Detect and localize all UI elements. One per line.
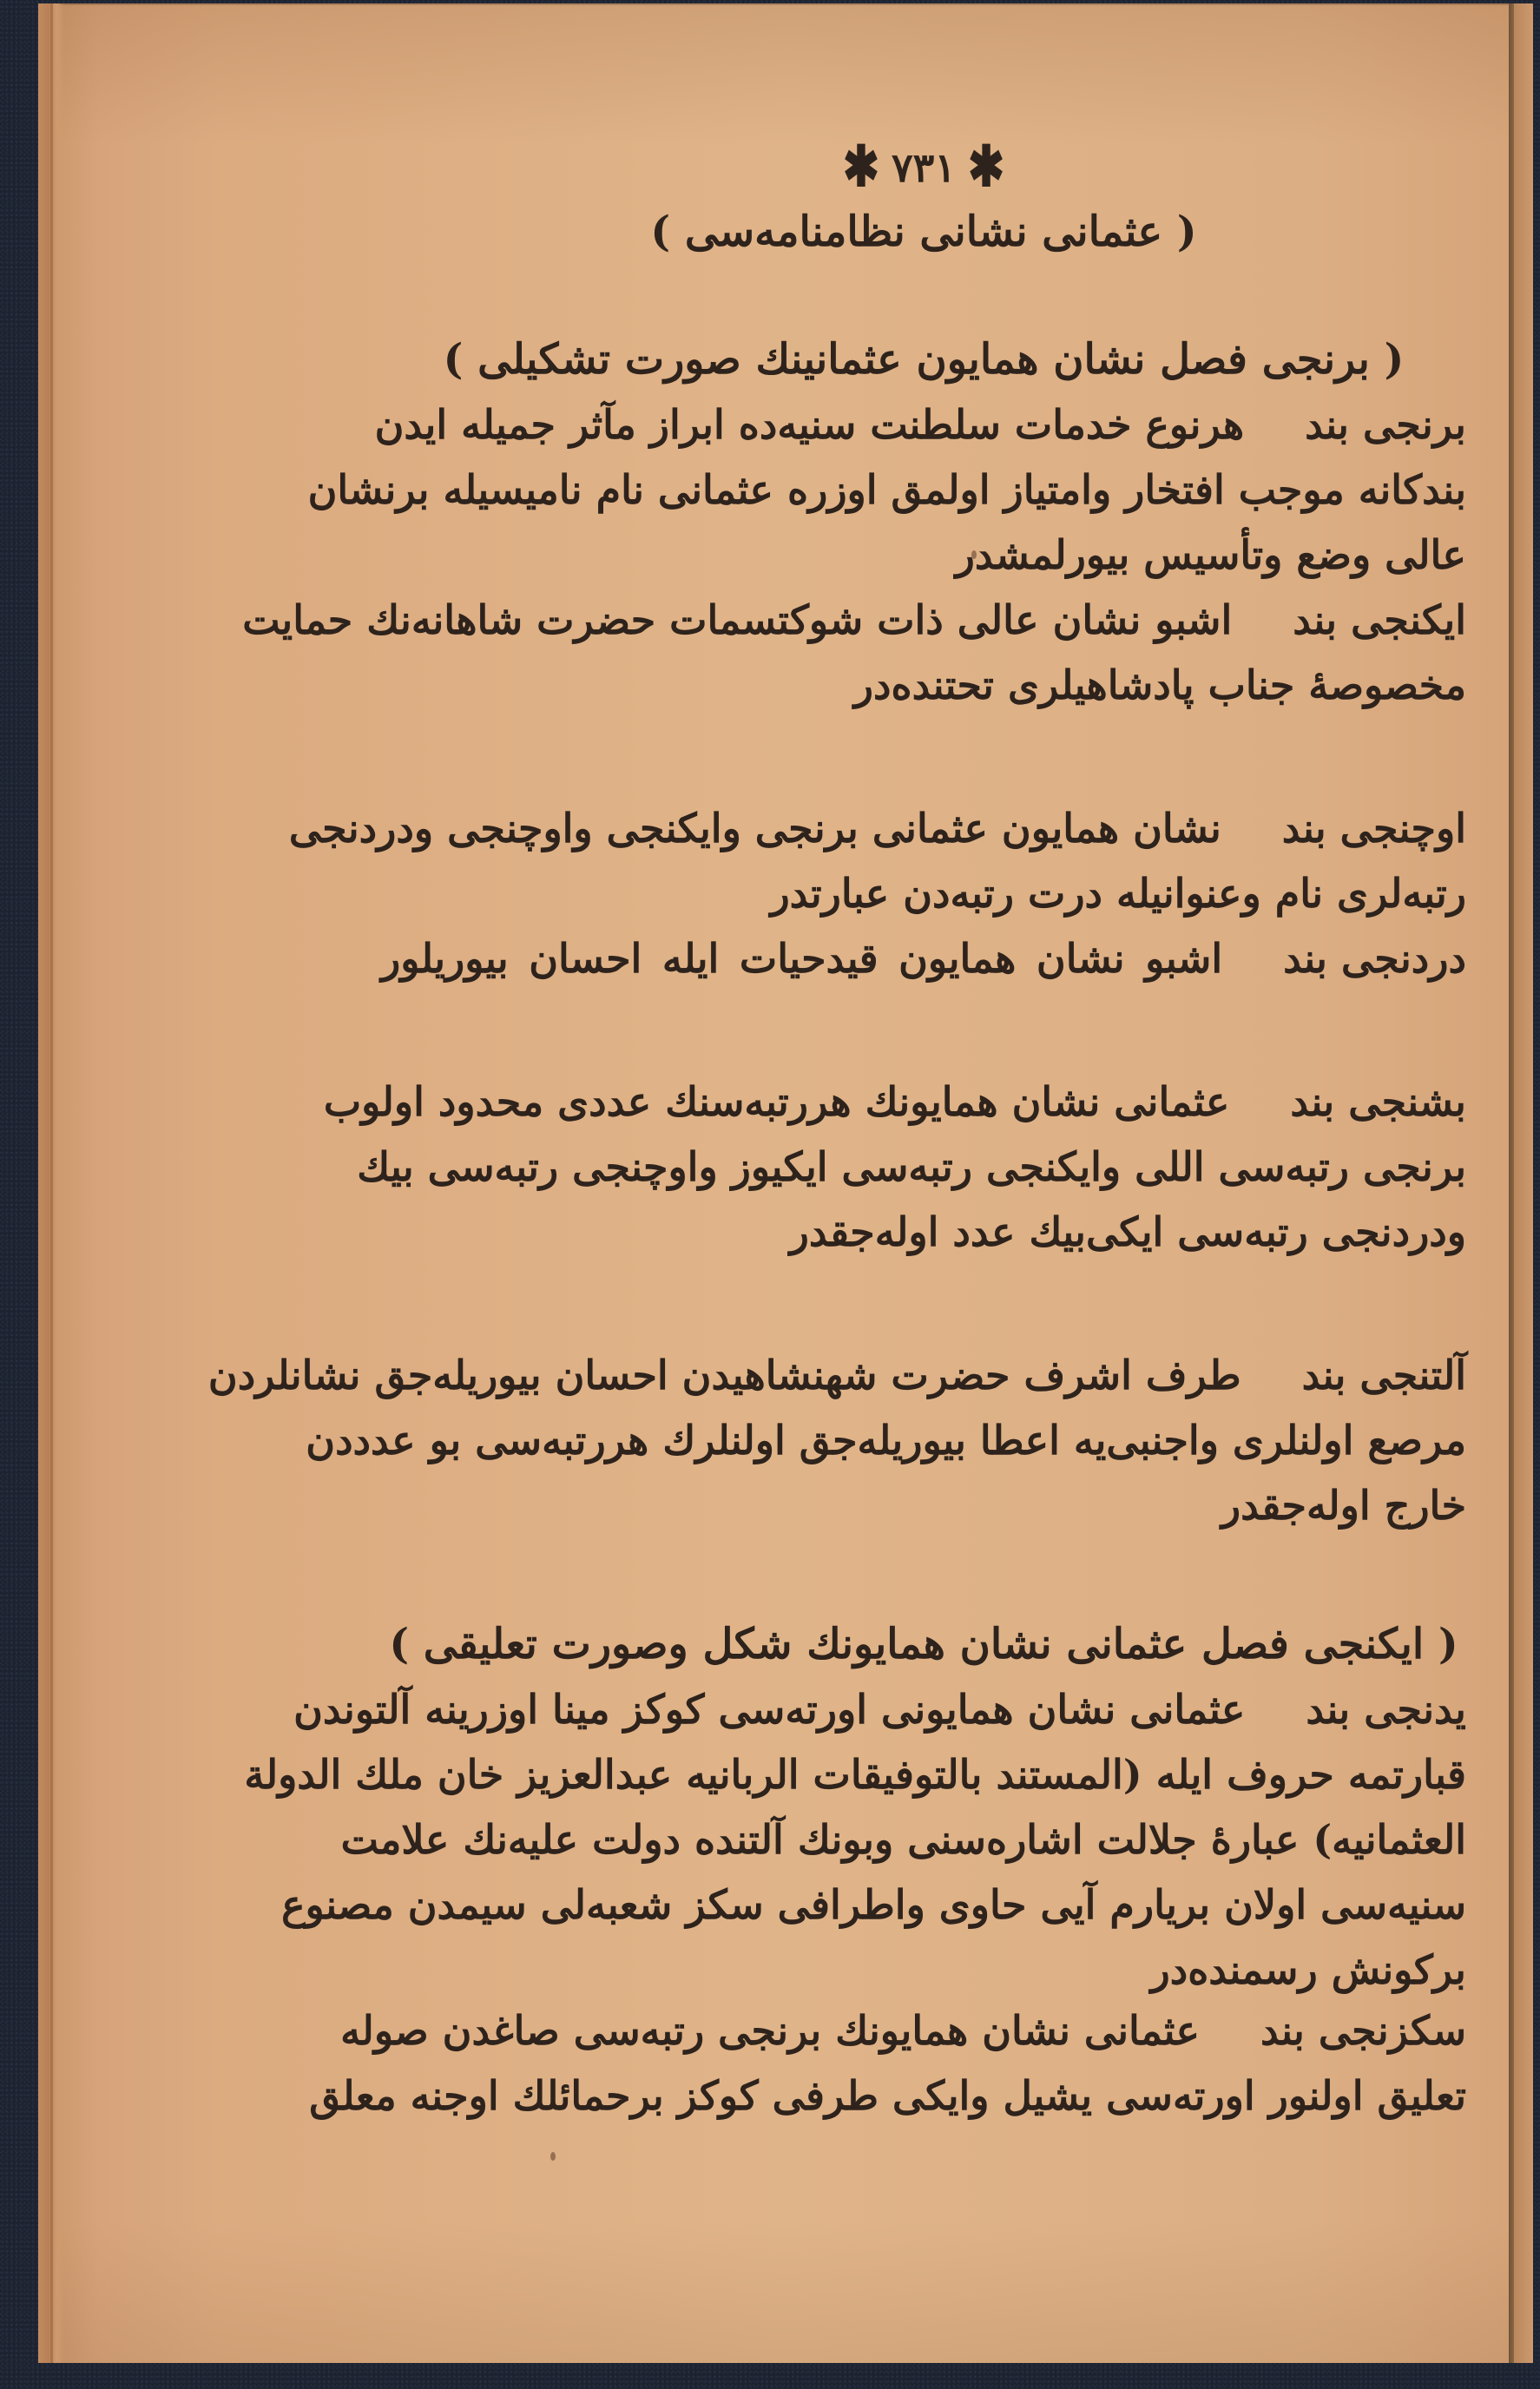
text-line: مخصوصهٔ جناب پادشاهیلری تحتنده‌در xyxy=(853,661,1466,708)
paper-speck xyxy=(550,2152,556,2161)
text-line: تعلیق اولنور اورته‌سی یشیل وایکی طرفی کوکز برحمائلك اوجنه معلق xyxy=(309,2072,1466,2119)
text-line: سنیه‌سی اولان بریارم آیی حاوی واطرافی سکز شعبه‌لی سیمدن مصنوع xyxy=(281,1881,1466,1928)
text-line xyxy=(323,1071,1466,1132)
page-left-edge xyxy=(38,3,64,2363)
article-label: برنجی بند xyxy=(1305,401,1466,448)
article-label: آلتنجی بند xyxy=(1301,1352,1466,1399)
text-line: قبارتمه حروف ایله (المستند بالتوفیقات الربانیه عبدالعزیز خان ملك الدولة xyxy=(244,1751,1466,1798)
page-number: ٧٣١ xyxy=(891,144,957,191)
text-line: رتبه‌لری نام وعنوانیله درت رتبه‌دن عبارتدر xyxy=(770,870,1466,917)
article-label: دردنجی بند xyxy=(1283,935,1466,982)
text-line: بندکانه موجب افتخار وامتیاز اولمق اوزره عثمانی نام نامیسیله برنشان xyxy=(307,466,1466,513)
text-line xyxy=(340,2000,1466,2061)
article-text: طرف اشرف حضرت شهنشاهیدن احسان بیوریله‌جق نشانلردن xyxy=(207,1352,1241,1399)
text-line xyxy=(381,928,1466,989)
text-line xyxy=(207,1345,1466,1405)
text-line: ودردنجی رتبه‌سی ایکی‌بیك عدد اوله‌جقدر xyxy=(789,1208,1466,1255)
article-label: بشنجی بند xyxy=(1290,1078,1466,1125)
text-line xyxy=(374,394,1466,455)
article-label: سکزنجی بند xyxy=(1260,2007,1466,2054)
article-label: ایکنجی بند xyxy=(1293,596,1466,643)
text-line xyxy=(242,589,1466,650)
article-text: عثمانی نشان همایونك هررتبه‌سنك عددی محدود اولوب xyxy=(323,1078,1230,1125)
text-line: برکونش رسمنده‌در xyxy=(1150,1946,1466,1993)
article-text: اشبو نشان عالی ذات شوکتسمات حضرت شاهانه‌نك حمایت xyxy=(242,596,1233,643)
document-title: ( عثمانی نشانی نظامنامه‌سی ) xyxy=(650,207,1197,256)
text-line: برنجی رتبه‌سی اللی وایکنجی رتبه‌سی ایکیوز واوچنجی رتبه‌سی بیك xyxy=(357,1143,1466,1190)
article-text: اشبو نشان همایون قیدحیات ایله احسان بیوریلور xyxy=(381,935,1223,982)
article-label: یدنجی بند xyxy=(1306,1686,1466,1733)
ornament-icon: ✱ xyxy=(968,133,1004,200)
article-text: هرنوع خدمات سلطنت سنیه‌ده ابراز مآثر جمیله ایدن xyxy=(374,401,1245,448)
article-text: عثمانی نشان همایونی اورته‌سی کوکز مینا اوزرینه آلتوندن xyxy=(293,1686,1246,1733)
article-text: نشان همایون عثمانی برنجی وایکنجی واوچنجی ودردنجی xyxy=(288,805,1221,852)
article-text: عثمانی نشان همایونك برنجی رتبه‌سی صاغدن صوله xyxy=(340,2007,1200,2054)
section-heading: ( برنجی فصل نشان همایون عثمانینك صورت تشکیلی ) xyxy=(443,335,1405,384)
section-heading: ( ایکنجی فصل عثمانی نشان همایونك شکل وصورت تعلیقی ) xyxy=(389,1620,1458,1668)
page-number-header xyxy=(381,133,1466,200)
binding-gutter xyxy=(1509,3,1514,2363)
text-line: خارج اوله‌جقدر xyxy=(1221,1482,1466,1529)
text-line xyxy=(288,798,1466,859)
text-line: عالی وضع وتأسیس بیورلمشدر xyxy=(955,531,1466,578)
book-page xyxy=(38,3,1533,2363)
text-line xyxy=(293,1679,1466,1740)
page-right-edge xyxy=(1509,3,1533,2363)
article-label: اوچنجی بند xyxy=(1281,805,1466,852)
text-line: مرصع اولنلری واجنبی‌یه اعطا بیوریله‌جق اولنلرك هررتبه‌سی بو عدددن xyxy=(306,1417,1466,1464)
ornament-icon: ✱ xyxy=(843,133,879,200)
text-line: العثمانیه) عبارهٔ جلالت اشاره‌سنی وبونك آلتنده دولت علیه‌نك علامت xyxy=(340,1816,1466,1863)
